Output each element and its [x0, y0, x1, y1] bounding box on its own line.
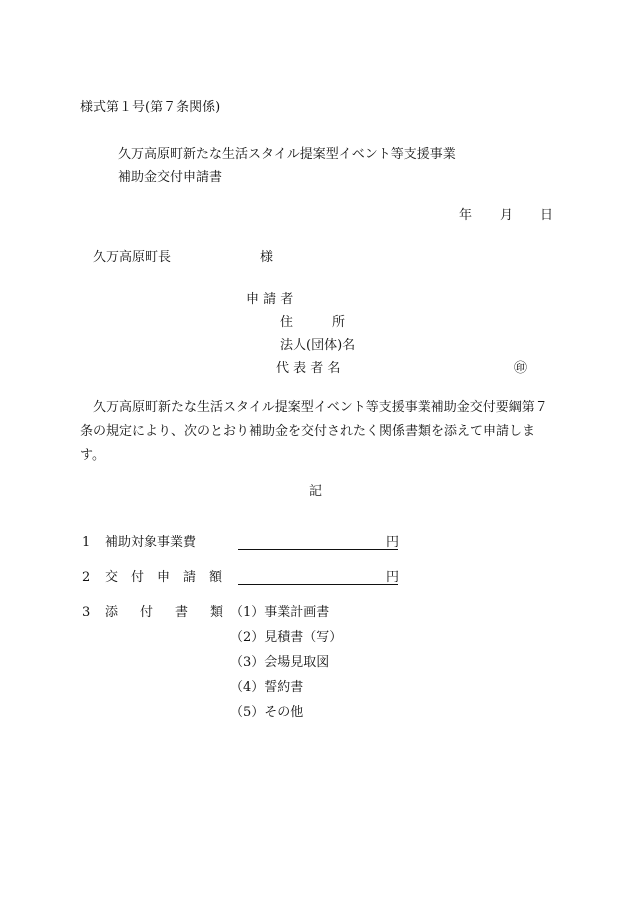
item2-amount-line	[238, 584, 398, 585]
item2-label: 交付申請額	[105, 570, 236, 585]
attachment-3: （3）会場見取図	[230, 655, 330, 670]
addressee-honorific: 様	[260, 250, 274, 265]
applicant-corp-label: 法人(団体)名	[280, 338, 356, 353]
seal-mark: ㊞	[514, 361, 528, 376]
item2-unit: 円	[386, 570, 400, 585]
attachment-1: （1）事業計画書	[230, 605, 330, 620]
date-month: 月	[500, 208, 514, 223]
form-number: 様式第１号(第７条関係)	[80, 100, 221, 115]
date-day: 日	[540, 208, 554, 223]
attachment-4: （4）誓約書	[230, 680, 304, 695]
item1-label: 補助対象事業費	[105, 535, 197, 550]
attachment-2: （2）見積書（写）	[230, 630, 343, 645]
item1-unit: 円	[386, 535, 400, 550]
item3-number: 3	[82, 605, 91, 620]
applicant-heading: 申 請 者	[246, 292, 294, 307]
title-line2: 補助金交付申請書	[118, 170, 223, 185]
title-line1: 久万高原町新たな生活スタイル提案型イベント等支援事業	[118, 147, 456, 162]
date-year: 年	[459, 208, 473, 223]
attachment-5: （5）その他	[230, 705, 304, 720]
item2-number: 2	[82, 570, 91, 585]
applicant-rep-label: 代 表 者 名	[276, 361, 341, 376]
applicant-address-label: 住 所	[280, 315, 346, 330]
addressee-name: 久万高原町長	[93, 250, 172, 265]
ki-heading: 記	[309, 484, 323, 499]
item1-amount-line	[238, 549, 398, 550]
item3-label: 添付書類	[105, 605, 246, 620]
body-paragraph: 久万高原町新たな生活スタイル提案型イベント等支援事業補助金交付要綱第７条の規定により、次のとおり補助金を交付されたく関係書類を添えて申請します。	[80, 400, 548, 463]
item1-number: 1	[82, 535, 91, 550]
